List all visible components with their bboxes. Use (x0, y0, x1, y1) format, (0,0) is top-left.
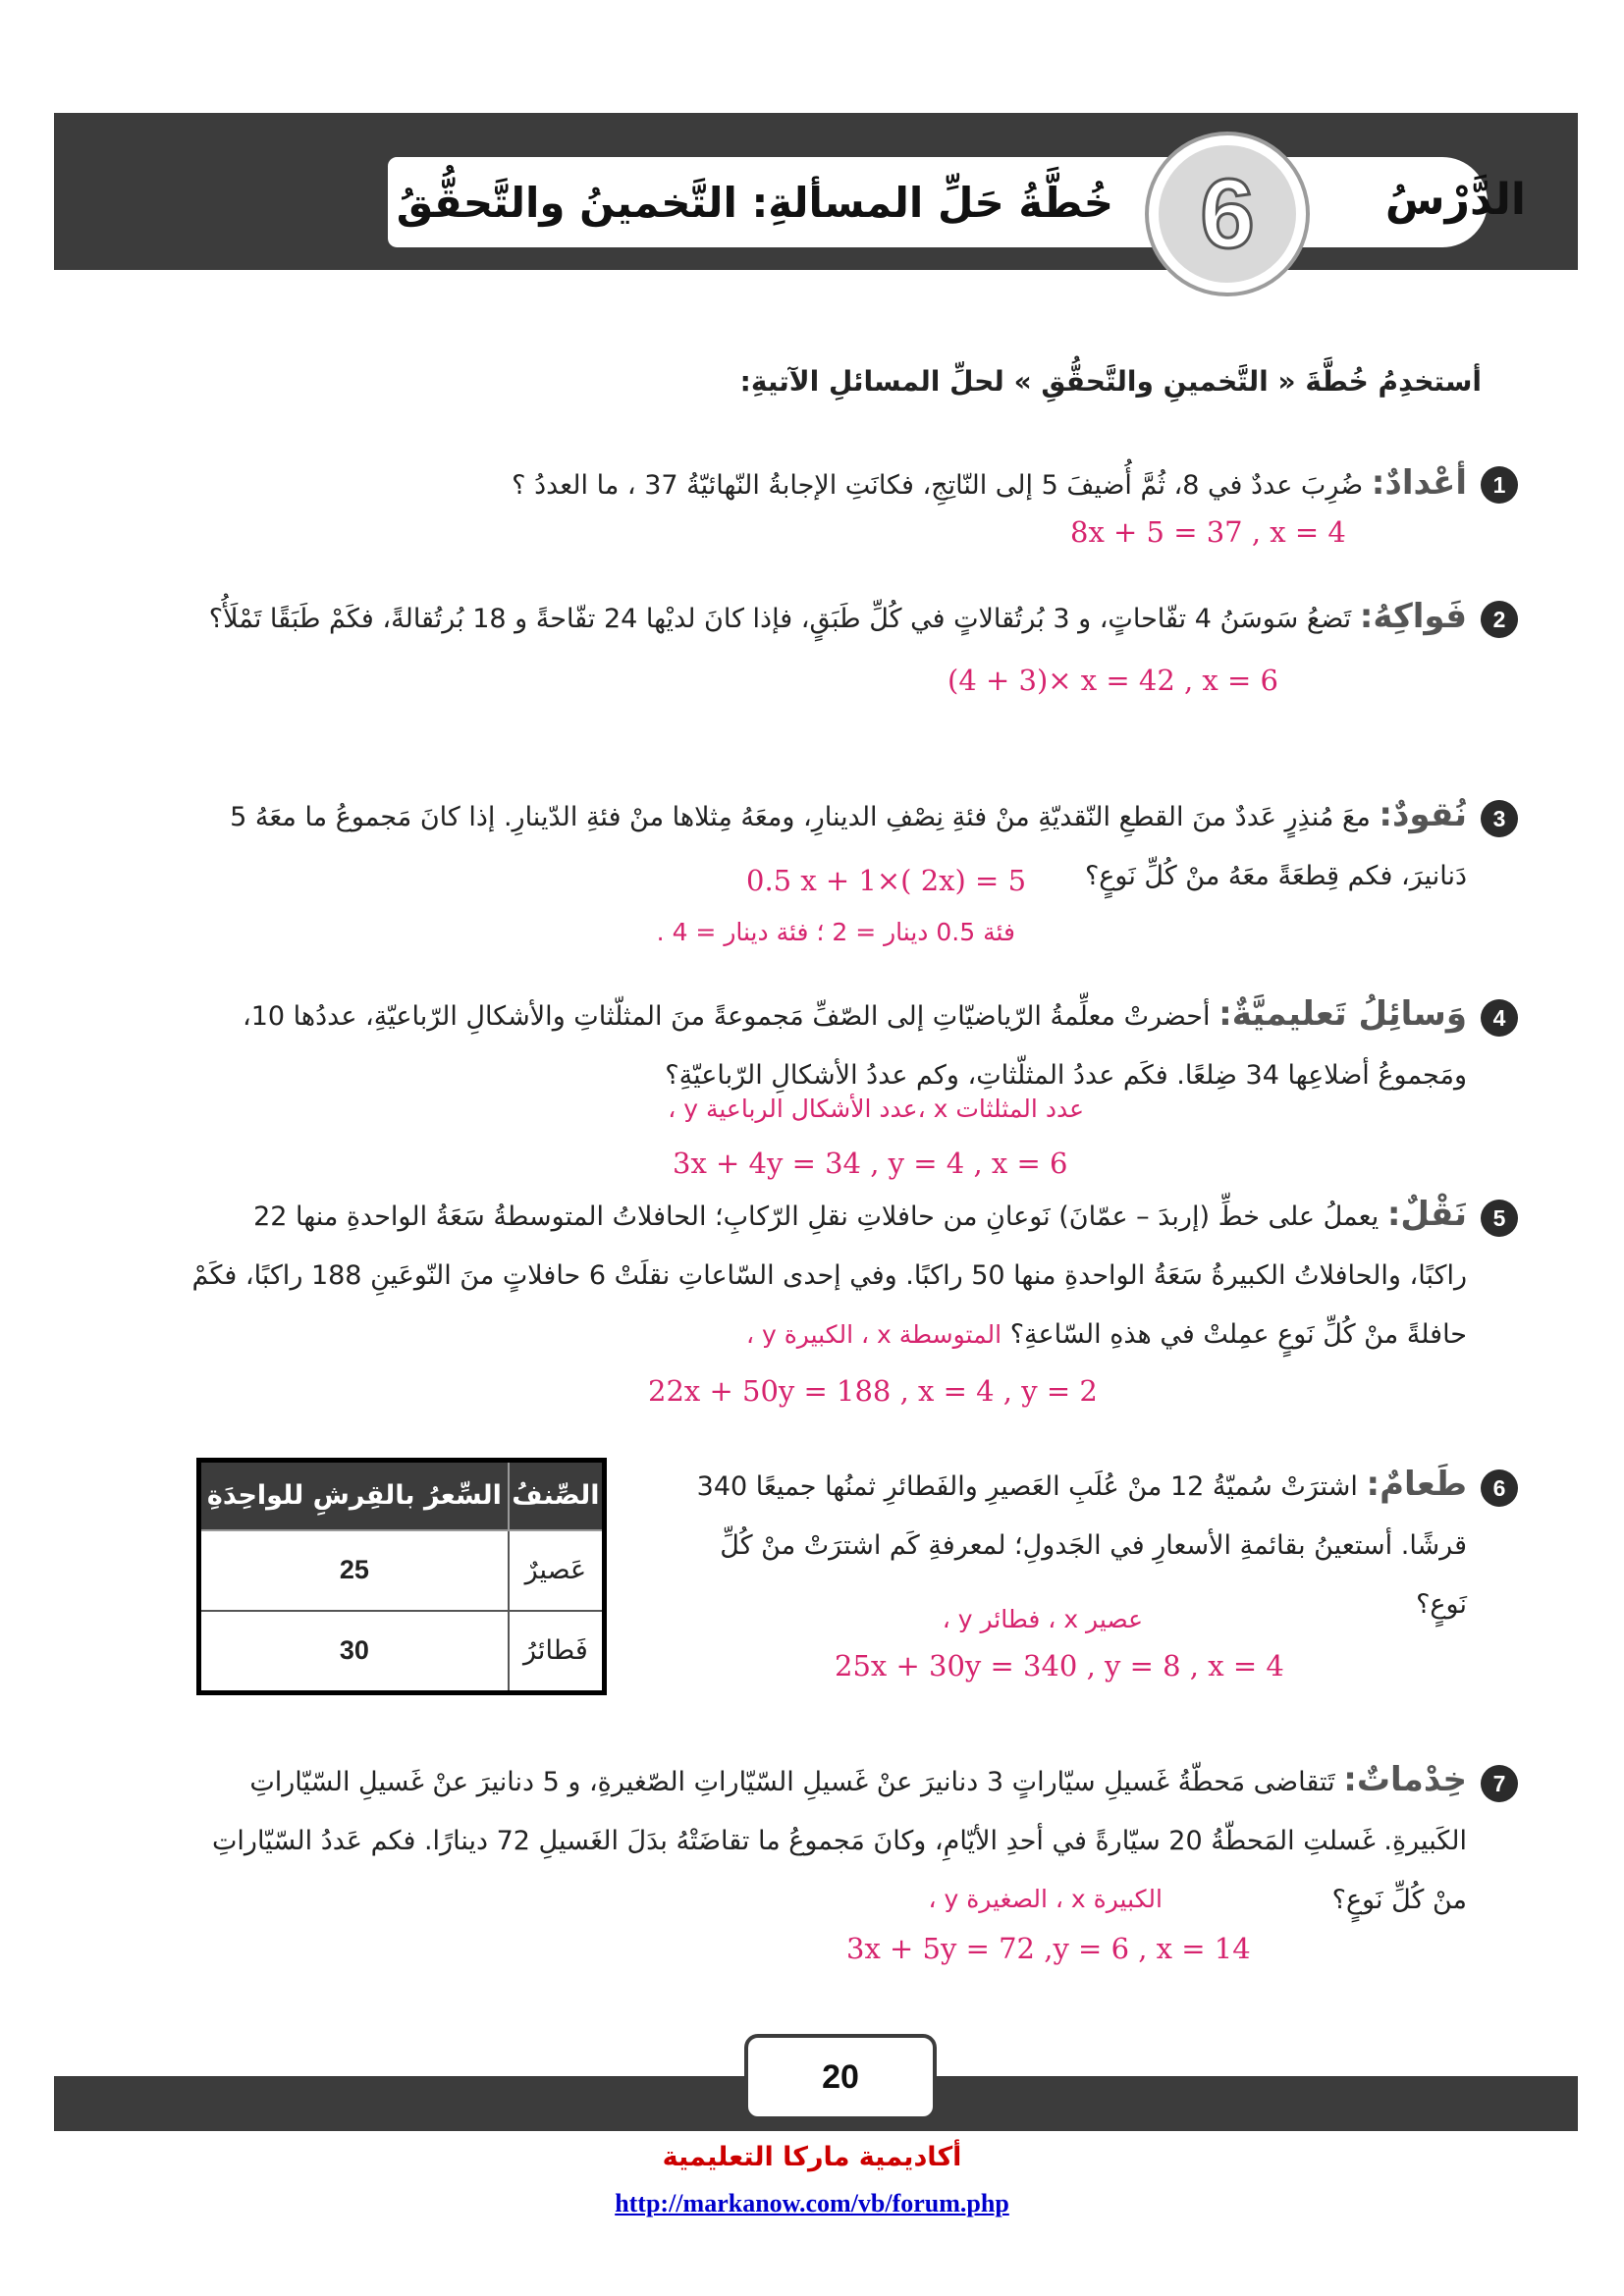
problem-number-badge: 6 (1481, 1469, 1518, 1507)
problem-number-badge: 1 (1481, 466, 1518, 504)
lesson-number: 6 (1200, 159, 1255, 269)
table-cell: 30 (199, 1611, 509, 1693)
table-cell: 25 (199, 1530, 509, 1611)
problem-keyword: وَسائِلُ تَعليميَّةٌ: (1218, 994, 1467, 1034)
column-header: الصِّنفُ (509, 1461, 605, 1530)
problem-number-badge: 5 (1481, 1200, 1518, 1237)
problem-number-badge: 2 (1481, 601, 1518, 638)
problem-answer-note: الكبيرة x ، الصغيرة y ، (928, 1885, 1163, 1913)
instructions: أستخدِمُ خُطَّةَ « التَّخمينِ والتَّحقُّقِ » لحلِّ المسائلِ الآتيةِ: (739, 365, 1482, 398)
column-header: السِّعرُ بالقِرشِ للواحِدَةِ (199, 1461, 509, 1530)
problem-text: معَ مُنذِرٍ عَددٌ منَ القطعِ النّقديّةِ منْ فئةِ نِصْفِ الدينارِ، ومعَهُ مِثلاها منْ فئةِ الدّينارِ. إذا كانَ مَجموعُ ما معَهُ 5 دَنانيرَ، فكم قِطعَةً معَهُ منْ كُلِّ نَوعٍ؟ (230, 802, 1467, 891)
table-header-row (199, 1461, 605, 1530)
problem-answer-note: عدد المثلثات x ،عدد الأشكال الرباعية y ، (668, 1095, 1084, 1123)
problem-keyword: فَواكِهُ: (1359, 597, 1467, 636)
problem-2 (190, 587, 1467, 649)
problem-answer: 8x + 5 = 37 , x = 4 (1070, 515, 1346, 549)
problem-keyword: طَعامٌ: (1366, 1465, 1467, 1504)
problem-number-badge: 3 (1481, 800, 1518, 837)
problem-5 (190, 1185, 1467, 1364)
lesson-label: الدَّرْسُ (1384, 175, 1526, 225)
problem-text: تَضعُ سَوسَنُ 4 تفّاحاتٍ، و 3 بُرتُقالاتٍ في كُلِّ طَبَقٍ، فإذا كانَ لديْها 24 تفّاحةً و 18 بُرتُقالةً، فكَمْ طَبَقًا تَمْلَأُ؟ (208, 604, 1352, 634)
page-number-tab (744, 2034, 937, 2120)
table-row (199, 1611, 605, 1693)
problem-answer: 3x + 4y = 34 , y = 4 , x = 6 (673, 1147, 1068, 1180)
problem-answer-note: عصير x ، فطائر y ، (942, 1605, 1143, 1633)
table-cell: فَطائرُ (509, 1611, 605, 1693)
lesson-number-badge (1149, 135, 1306, 293)
problem-text: تَتقاضى مَحطّةُ غَسيلِ سيّاراتٍ 3 دنانيرَ عنْ غَسيلِ السّيّاراتِ الصّغيرةِ، و 5 دنانيرَ عنْ غَسيلِ السّيّاراتِ الكَبيرةِ. غَسلتِ المَحطّةُ 20 سيّارةً في أحدِ الأيّامِ، وكانَ مَجموعُ ما تقاضَتْهُ بدَلَ الغَسيلِ 72 دينارًا. فكم عَددُ السّيّاراتِ منْ كُلِّ نَوعٍ؟ (211, 1767, 1467, 1915)
problem-keyword: خِدْماتٌ: (1343, 1760, 1467, 1799)
problem-text: اشترَتْ سُميّةُ 12 منْ عُلَبِ العَصيرِ والفَطائرِ ثمنُها جميعًا 340 قرشًا. أستعينُ بقائمةِ الأسعارِ في الجَدولِ؛ لمعرفةِ كَم اشترَتْ منْ كُلِّ نَوعٍ؟ (696, 1471, 1467, 1620)
problem-answer: 22x + 50y = 188 , x = 4 , y = 2 (648, 1374, 1098, 1408)
problem-keyword: نَقْلٌ: (1386, 1195, 1467, 1234)
problem-text: أحضرتْ معلِّمةُ الرّياضيّاتِ إلى الصّفِّ مَجموعةً منَ المثلّثاتِ والأشكالِ الرّباعيّةِ، عددُها 10، ومَجموعُ أضلاعِها 34 ضِلعًا. فكَم عددُ المثلّثاتِ، وكم عددُ الأشكالِ الرّباعيّةِ؟ (243, 1001, 1467, 1091)
problem-text: ضُرِبَ عددٌ في 8، ثُمَّ أُضيفَ 5 إلى النّاتِجِ، فكانَتِ الإجابةُ النّهائيّةُ 37 ، ما العددُ ؟ (512, 470, 1364, 501)
problem-text: يعملُ على خطِّ (إربدَ – عمّانَ) نَوعانِ من حافلاتِ نقلِ الرّكابِ؛ الحافلاتُ المتوسطةُ سَعَةُ الواحدةِ منها 22 راكبًا، والحافلاتُ الكبيرةُ سَعَةُ الواحدةِ منها 50 راكبًا. وفي إحدى السّاعاتِ نقلَتْ 6 حافلاتٍ منَ النّوعَينِ 188 راكبًا، فكَمْ حافلةً منْ كُلِّ نَوعٍ عمِلتْ في هذهِ السّاعةِ؟ (191, 1201, 1467, 1350)
problem-keyword: أعْدادٌ: (1371, 463, 1467, 503)
price-table (196, 1458, 607, 1695)
problem-number-badge: 4 (1481, 999, 1518, 1037)
problem-answer: (4 + 3)× x = 42 , x = 6 (947, 664, 1278, 697)
problem-keyword: نُقودٌ: (1379, 795, 1467, 834)
table-row (199, 1530, 605, 1611)
forum-link[interactable]: http://markanow.com/vb/forum.php (615, 2189, 1009, 2217)
problem-answer: 0.5 x + 1×( 2x) = 5 (746, 864, 1027, 897)
problem-number-badge: 7 (1481, 1765, 1518, 1802)
problem-answer: 3x + 5y = 72 ,y = 6 , x = 14 (846, 1932, 1251, 1965)
table-cell: عَصيرٌ (509, 1530, 605, 1611)
problem-7 (190, 1750, 1467, 1930)
problem-answer: 25x + 30y = 340 , y = 8 , x = 4 (835, 1649, 1284, 1682)
problem-1 (190, 454, 1467, 515)
lesson-title: خُطَّةُ حَلِّ المسألةِ: التَّخمينُ والتَّحقُّقُ (396, 179, 1113, 227)
page-number: 20 (822, 2058, 859, 2096)
problem-answer-note: المتوسطة x ، الكبيرة y ، (745, 1320, 1002, 1349)
academy-name: أكاديمية ماركا التعليمية (662, 2142, 962, 2172)
problem-answer-note: فئة 0.5 دينار = 2 ؛ فئة دينار = 4 . (656, 918, 1015, 946)
problem-4 (190, 985, 1467, 1105)
